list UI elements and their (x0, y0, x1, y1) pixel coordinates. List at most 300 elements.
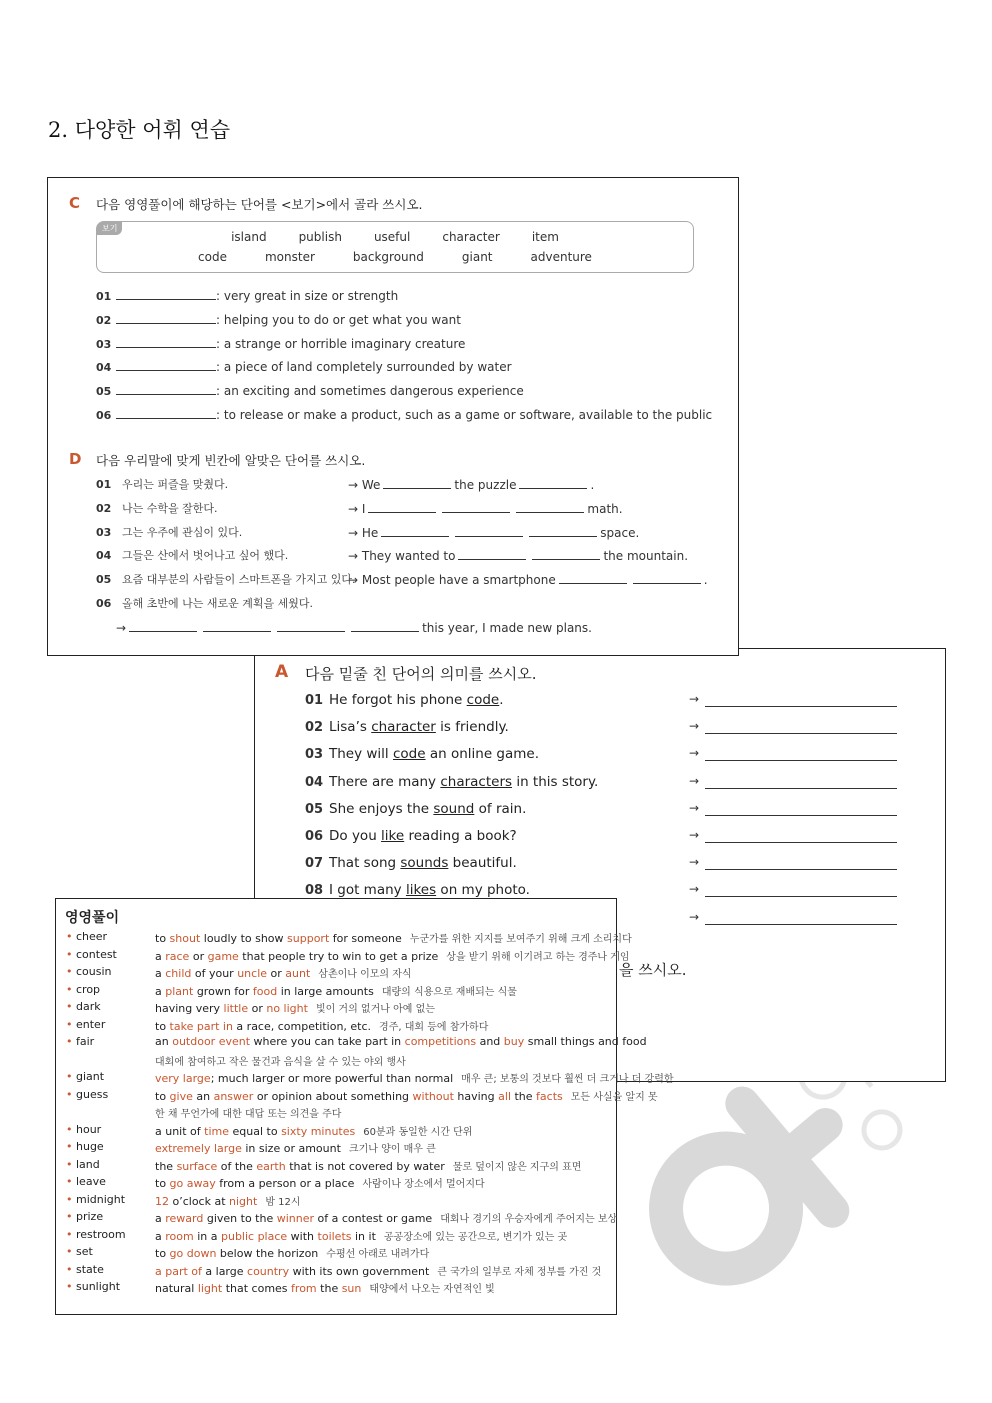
sentence-part: I got many (329, 882, 406, 899)
meaning-answer-line[interactable] (705, 815, 897, 816)
sentence-part: He forgot his phone (329, 692, 467, 708)
term-word: contest (76, 947, 117, 961)
definition-part: in size or amount (241, 1142, 341, 1155)
highlighted-keyword: go down (169, 1247, 217, 1260)
term-word: leave (76, 1175, 106, 1188)
meaning-answer-line[interactable] (705, 788, 897, 789)
sentence-part: Lisa’s (329, 719, 372, 736)
english-sentence (348, 500, 623, 516)
sentence-part: of rain. (474, 800, 527, 817)
bullet-icon: • (66, 1140, 76, 1153)
translation-row (96, 571, 356, 587)
korean-gloss: 수평선 아래로 내려가다 (326, 1249, 430, 1260)
definition-part: grown for (193, 984, 253, 998)
translation-row (96, 524, 242, 540)
bullet-icon: • (66, 1280, 76, 1293)
answer-blank[interactable] (458, 547, 526, 560)
korean-gloss: 공공장소에 있는 공간으로, 변기가 있는 곳 (383, 1231, 568, 1243)
glossary-definition (155, 1088, 658, 1103)
korean-sentence: 그들은 산에서 벗어나고 싶어 했다. (122, 549, 289, 563)
item-number: 07 (305, 856, 324, 872)
answer-blank[interactable] (559, 571, 627, 584)
item-number: 01 (305, 693, 324, 708)
glossary-definition (155, 948, 630, 963)
glossary-term (66, 930, 107, 943)
highlighted-keyword: a part of (155, 1264, 202, 1278)
definition-row (96, 382, 524, 398)
item-number: 06 (96, 409, 112, 422)
word-bank-item: character (442, 230, 500, 244)
definition-part: to (155, 1019, 170, 1033)
sentence-part: the mountain. (603, 549, 689, 564)
item-number: 04 (96, 549, 112, 563)
bullet-icon: • (66, 947, 76, 961)
definition-part: in a (193, 1229, 221, 1243)
definition-row (96, 287, 398, 303)
bullet-icon: • (66, 1262, 76, 1276)
korean-gloss: 60분과 동일한 시간 단위 (363, 1126, 473, 1138)
glossary-definition (155, 930, 632, 945)
definition-part: a race, competition, etc. (232, 1019, 372, 1033)
underlined-word: code (466, 692, 500, 708)
arrow-prompt: → I (348, 501, 366, 516)
underlined-word: characters (440, 773, 513, 790)
highlighted-keyword: country (247, 1264, 290, 1278)
definition-part: a (155, 984, 166, 998)
word-bank-item: useful (373, 230, 411, 244)
highlighted-keyword: reward (165, 1212, 204, 1225)
english-sentence (348, 547, 688, 563)
highlighted-keyword: uncle (237, 967, 268, 980)
meaning-answer-line[interactable] (705, 760, 897, 761)
bullet-icon: • (66, 1210, 76, 1223)
bullet-icon: • (66, 1227, 76, 1241)
highlighted-keyword: outdoor event (172, 1035, 251, 1048)
highlighted-keyword: race (165, 949, 190, 963)
arrow-marker: → (689, 692, 700, 706)
arrow-prompt: → Most people have a smartphone (348, 573, 556, 588)
answer-blank[interactable] (519, 476, 587, 489)
highlighted-keyword: night (229, 1194, 258, 1208)
bullet-icon: • (66, 1245, 76, 1258)
highlighted-keyword: winner (276, 1212, 315, 1225)
arrow-marker: → (689, 773, 700, 788)
definition-part: with its own government (289, 1264, 430, 1278)
definition-part: ; much larger or more powerful than normal (210, 1072, 454, 1085)
highlighted-keyword: buy (503, 1035, 525, 1048)
translation-row (96, 500, 218, 516)
meaning-answer-line[interactable] (705, 896, 897, 897)
highlighted-keyword: support (287, 932, 330, 945)
answer-blank[interactable] (116, 335, 216, 348)
glossary-term (66, 983, 100, 996)
term-word: prize (76, 1210, 104, 1223)
glossary-term (66, 1000, 101, 1013)
section-letter-d: D (69, 450, 82, 468)
arrow-marker: → (689, 719, 700, 734)
korean-sentence: 나는 수학을 잘한다. (122, 501, 218, 515)
glossary-title: 영영풀이 (65, 910, 120, 926)
definition-part: loudly to show (200, 932, 288, 945)
korean-sentence: 요즘 대부분의 사람들이 스마트폰을 가지고 있다. (122, 573, 356, 587)
bullet-icon: • (66, 930, 76, 943)
korean-gloss: 모든 사실을 알지 못 (570, 1091, 658, 1103)
glossary-term (66, 965, 112, 978)
glossary-term (66, 1070, 104, 1083)
korean-gloss-continued: 대회에 참여하고 작은 물건과 음식을 살 수 있는 야외 행사 (155, 1056, 406, 1068)
highlighted-keyword: from (291, 1282, 317, 1295)
definition-text: : a piece of land completely surrounded by water (216, 360, 512, 375)
answer-blank[interactable] (116, 382, 216, 395)
term-word: restroom (76, 1227, 126, 1241)
glossary-definition (155, 1018, 488, 1033)
definition-part: the (316, 1282, 342, 1295)
term-word: huge (76, 1140, 104, 1153)
item-number: 05 (305, 801, 324, 817)
english-sentence (348, 571, 708, 587)
answer-blank[interactable] (116, 358, 216, 371)
glossary-term (66, 1280, 120, 1293)
item-number: 06 (96, 597, 112, 610)
bullet-icon: • (66, 1157, 76, 1171)
answer-blank[interactable] (383, 476, 451, 489)
bullet-icon: • (66, 1087, 76, 1101)
glossary-definition (155, 1140, 436, 1155)
definition-part: of your (191, 967, 238, 980)
meaning-answer-line[interactable] (705, 706, 897, 707)
answer-blank[interactable] (116, 311, 216, 324)
arrow-prompt: → They wanted to (348, 549, 456, 564)
item-number: 02 (96, 501, 112, 515)
meaning-row (305, 828, 517, 844)
item-number: 01 (96, 478, 112, 491)
definition-part: or (248, 1002, 267, 1015)
glossary-term (66, 1193, 125, 1206)
item-number: 01 (96, 290, 112, 303)
word-bank-item: code (198, 250, 227, 264)
meaning-row (305, 855, 517, 871)
highlighted-keyword: public place (220, 1229, 288, 1243)
highlighted-keyword: sixty minutes (281, 1124, 356, 1138)
answer-blank[interactable] (529, 524, 597, 537)
definition-part: that people try to win to get a prize (238, 949, 439, 963)
definition-part: to (155, 1089, 170, 1103)
meaning-answer-line[interactable] (705, 842, 897, 843)
highlighted-keyword: surface (176, 1159, 218, 1173)
item-number: 02 (305, 720, 324, 736)
answer-blank[interactable] (633, 571, 701, 584)
term-word: dark (76, 1000, 101, 1013)
glossary-definition (155, 1000, 435, 1015)
highlighted-keyword: little (223, 1002, 249, 1015)
arrow-marker: → (689, 746, 700, 761)
panel-exercise-cd (47, 177, 739, 656)
definition-text: : very great in size or strength (216, 289, 399, 303)
korean-gloss: 누군가를 위한 지지를 보여주기 위해 크게 소리치다 (409, 934, 632, 945)
definition-part: in large amounts (277, 984, 374, 998)
glossary-definition (155, 1193, 301, 1208)
sentence-part: . (703, 573, 708, 588)
answer-blank[interactable] (203, 619, 271, 632)
korean-gloss: 사람이나 장소에서 멀어지다 (362, 1179, 485, 1190)
glossary-term (66, 1158, 100, 1171)
item-number: 05 (96, 573, 112, 587)
meaning-row (305, 774, 598, 790)
highlighted-keyword: child (165, 967, 192, 980)
underlined-word: like (381, 828, 405, 844)
highlighted-keyword: without (412, 1089, 454, 1103)
glossary-definition (155, 1070, 674, 1085)
definition-text: : to release or make a product, such as a game or software, available to the public (216, 408, 713, 422)
glossary-definition (155, 1228, 567, 1243)
definition-part: an (192, 1089, 214, 1103)
underlined-word: sounds (400, 855, 449, 872)
word-bank-item: adventure (530, 250, 592, 264)
item-number: 04 (305, 774, 324, 790)
glossary-definition (155, 1245, 429, 1260)
glossary-term (66, 1245, 93, 1258)
korean-gloss: 경주, 대회 등에 참가하다 (379, 1021, 489, 1033)
korean-gloss: 빛이 거의 없거나 아예 없는 (315, 1004, 435, 1015)
korean-sentence: 그는 우주에 관심이 있다. (122, 525, 243, 539)
arrow-marker: → (689, 800, 700, 815)
highlighted-keyword: plant (165, 984, 194, 998)
term-word: hour (76, 1122, 102, 1136)
meaning-row (305, 746, 539, 762)
glossary-term (66, 1175, 106, 1188)
highlighted-keyword: all (498, 1089, 511, 1103)
sentence-part: . (499, 692, 504, 708)
meaning-answer-line[interactable] (705, 733, 897, 734)
sentence-part: is friendly. (435, 719, 509, 736)
bullet-icon: • (66, 1175, 76, 1188)
answer-blank[interactable] (532, 547, 600, 560)
definition-row (96, 311, 461, 327)
answer-blank[interactable] (351, 619, 419, 632)
definition-part: to (155, 932, 170, 945)
definition-part: o’clock at (169, 1194, 230, 1208)
definition-part: small things and food (524, 1035, 647, 1048)
glossary-definition (155, 965, 412, 980)
highlighted-keyword: light (197, 1282, 223, 1295)
highlighted-keyword: take part in (169, 1019, 233, 1033)
bullet-icon: • (66, 982, 76, 996)
highlighted-keyword: 12 (155, 1194, 169, 1208)
definition-part: with (287, 1229, 318, 1243)
answer-blank[interactable] (516, 500, 584, 513)
term-word: sunlight (76, 1280, 121, 1293)
answer-blank[interactable] (116, 287, 216, 300)
definition-text: : an exciting and sometimes dangerous experience (216, 384, 524, 399)
english-sentence (116, 619, 592, 635)
glossary-term (66, 1263, 104, 1276)
definition-part: a (155, 1229, 166, 1243)
arrow-marker: → (689, 828, 700, 842)
glossary-term (66, 1140, 104, 1153)
underlined-word: sound (433, 800, 475, 817)
glossary-definition (155, 983, 517, 998)
glossary-definition (155, 1123, 472, 1138)
definition-row (96, 406, 712, 422)
answer-blank[interactable] (116, 406, 216, 419)
definition-part: given to the (203, 1212, 277, 1225)
korean-gloss: 밤 12시 (265, 1196, 301, 1208)
definition-part: a large (201, 1264, 248, 1278)
term-word: midnight (76, 1192, 126, 1206)
term-word: land (76, 1157, 100, 1171)
glossary-term (66, 1035, 94, 1048)
highlighted-keyword: go away (169, 1177, 216, 1190)
translation-row (96, 595, 313, 611)
definition-part: for someone (329, 932, 402, 945)
definition-part: of the (217, 1159, 257, 1173)
korean-gloss: 삼촌이나 이모의 자식 (318, 969, 412, 980)
highlighted-keyword: competitions (404, 1035, 477, 1048)
definition-part: that is not covered by water (285, 1159, 445, 1173)
definition-row (96, 358, 512, 374)
bullet-icon: • (66, 1017, 76, 1031)
definition-part: the (511, 1089, 537, 1103)
definition-part: in it (351, 1229, 376, 1243)
section-letter-a: A (275, 662, 289, 682)
sentence-part: That song (329, 855, 401, 872)
definition-part: below the horizon (216, 1247, 319, 1260)
glossary-term (66, 1228, 126, 1241)
highlighted-keyword: sun (341, 1282, 362, 1295)
korean-gloss: 상을 받기 위해 이기려고 하는 경주나 게임 (446, 951, 630, 963)
glossary-definition (155, 1175, 485, 1190)
definition-text: : helping you to do or get what you want (216, 312, 461, 327)
glossary-definition (155, 1210, 617, 1225)
answer-blank[interactable] (277, 619, 345, 632)
term-word: cousin (76, 965, 112, 978)
meaning-row (305, 801, 526, 817)
glossary-term (66, 1088, 108, 1101)
korean-gloss: 물로 덮이지 않은 지구의 표면 (452, 1161, 582, 1173)
term-word: enter (76, 1017, 106, 1031)
bullet-icon: • (66, 1035, 76, 1048)
answer-blank[interactable] (381, 524, 449, 537)
highlighted-keyword: earth (256, 1159, 286, 1173)
definition-part: an (155, 1035, 173, 1048)
english-sentence (348, 476, 594, 492)
answer-blank[interactable] (129, 619, 197, 632)
korean-gloss: 대량의 식용으로 재배되는 식물 (381, 986, 517, 998)
arrow-prompt: → He (348, 525, 379, 540)
sentence-part: space. (600, 525, 640, 540)
term-word: state (76, 1262, 104, 1276)
highlighted-keyword: answer (213, 1089, 254, 1103)
definition-part: a (155, 949, 166, 963)
highlighted-keyword: game (207, 949, 239, 963)
glossary-definition (155, 1263, 601, 1278)
sentence-part: They will (329, 746, 393, 763)
definition-part: or (189, 949, 208, 963)
highlighted-keyword: room (165, 1229, 194, 1243)
korean-gloss: 대회나 경기의 우승자에게 주어지는 보상 (440, 1214, 618, 1225)
glossary-term (66, 1123, 101, 1136)
glossary-term (66, 1210, 103, 1223)
arrow-prompt: → We (348, 478, 381, 492)
answer-blank[interactable] (442, 500, 510, 513)
definition-text: : a strange or horrible imaginary creature (216, 336, 466, 351)
highlighted-keyword: give (169, 1089, 193, 1103)
term-word: crop (76, 982, 101, 996)
sentence-part: this year, I made new plans. (422, 621, 592, 635)
word-bank-item: item (531, 230, 559, 244)
sentence-part: an online game. (425, 746, 540, 763)
section-title-c: 다음 영영풀이에 해당하는 단어를 <보기>에서 골라 쓰시오. (96, 197, 423, 212)
definition-part: that comes (222, 1282, 292, 1295)
meaning-answer-line[interactable] (705, 924, 897, 925)
translation-row (96, 547, 288, 563)
bullet-icon: • (66, 1070, 76, 1083)
definition-part: from a person or a place (215, 1177, 355, 1190)
meaning-answer-line[interactable] (705, 869, 897, 870)
sentence-part: . (590, 478, 595, 492)
term-word: giant (76, 1070, 105, 1083)
meaning-row (305, 719, 509, 735)
sentence-part: Do you (329, 828, 382, 844)
word-bank-item: island (231, 230, 267, 244)
definition-part: to (155, 1247, 170, 1260)
definition-part: a (155, 1212, 166, 1225)
meaning-row (305, 692, 504, 708)
word-bank-item: monster (264, 250, 315, 264)
answer-blank[interactable] (368, 500, 436, 513)
sentence-part: beautiful. (448, 855, 517, 872)
definition-row (96, 335, 465, 351)
item-number: 05 (96, 385, 112, 399)
definition-part: a (155, 967, 166, 980)
definition-part: having (453, 1089, 499, 1103)
definition-part: or opinion about something (253, 1089, 413, 1103)
glossary-definition (155, 1280, 495, 1295)
glossary-term (66, 948, 117, 961)
glossary-definition (155, 1158, 581, 1173)
definition-part: of a contest or game (314, 1212, 433, 1225)
sentence-part: the puzzle (454, 478, 517, 492)
sentence-part: She enjoys the (329, 800, 434, 817)
cut-off-instruction: 을 쓰시오. (619, 961, 687, 979)
definition-part: the (155, 1159, 177, 1173)
highlighted-keyword: no light (266, 1002, 308, 1015)
highlighted-keyword: very large (155, 1072, 211, 1085)
word-bank-box (96, 221, 694, 273)
highlighted-keyword: food (252, 984, 278, 998)
bullet-icon: • (66, 965, 76, 978)
korean-gloss: 태양에서 나오는 자연적인 빛 (369, 1284, 495, 1295)
word-bank-label: 보기 (97, 222, 122, 235)
bullet-icon: • (66, 1000, 76, 1013)
item-number: 04 (96, 361, 112, 375)
korean-gloss: 큰 국가의 일부로 자체 정부를 가진 것 (437, 1266, 602, 1278)
glossary-definition (155, 1035, 647, 1048)
arrow-marker: → (689, 909, 700, 924)
answer-blank[interactable] (455, 524, 523, 537)
definition-part: or (267, 967, 286, 980)
definition-part: natural (155, 1282, 198, 1295)
sentence-part: reading a book? (404, 828, 517, 844)
definition-part: to (155, 1177, 170, 1190)
item-number: 03 (96, 337, 112, 351)
word-bank-item: giant (461, 250, 493, 264)
sentence-part: There are many (329, 773, 441, 790)
word-bank-item: background (352, 250, 424, 264)
highlighted-keyword: facts (536, 1089, 563, 1103)
arrow-marker: → (689, 882, 700, 897)
sentence-part: on my photo. (436, 882, 530, 899)
